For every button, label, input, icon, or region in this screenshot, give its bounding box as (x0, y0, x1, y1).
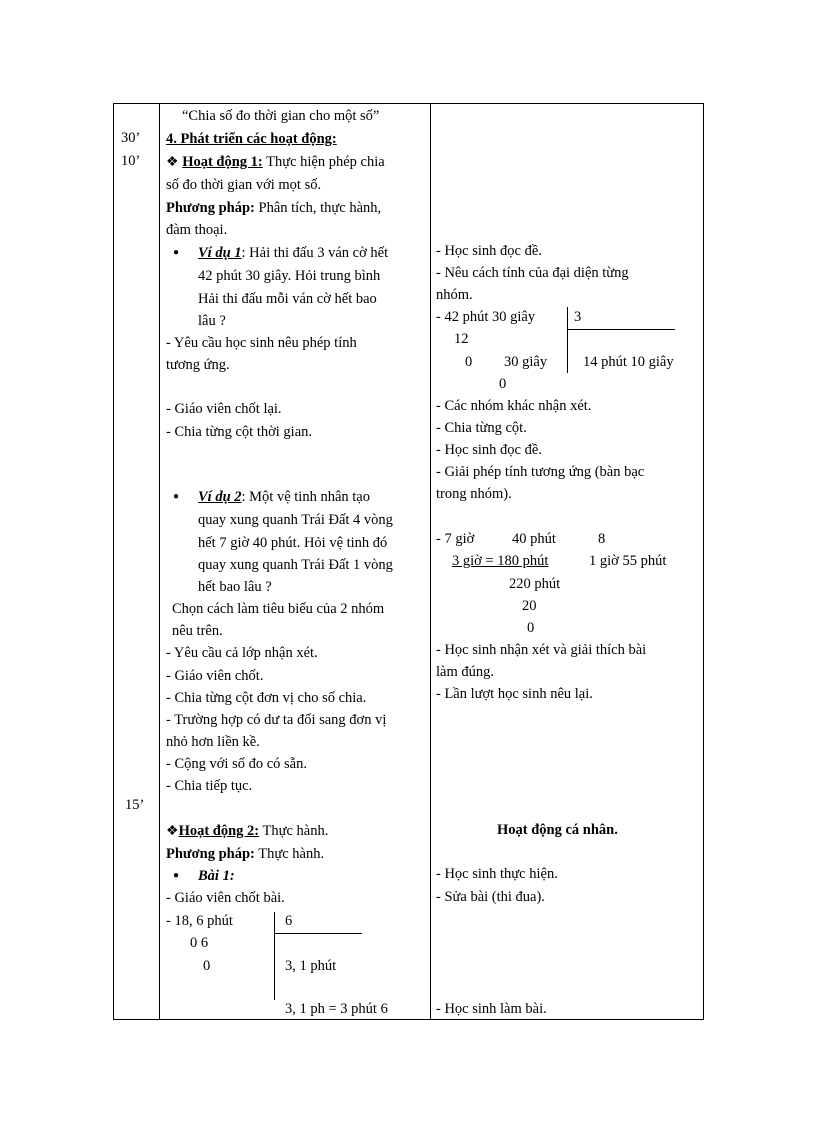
students-repeat: - Lần lượt học sinh nêu lại. (436, 686, 593, 702)
calc-1-step-1: 12 (454, 331, 469, 347)
class-review: - Yêu cầu cả lớp nhận xét. (166, 645, 318, 661)
example-2-line3: hết 7 giờ 40 phút. Hỏi vệ tinh đó (198, 535, 388, 551)
table-border-top (113, 103, 704, 104)
divide-units: - Chia từng cột đơn vị cho số chia. (166, 690, 367, 706)
activity-2-label: Hoạt động 2: (178, 823, 260, 839)
division-dividend: - 18, 6 phút (166, 913, 233, 929)
division-quotient: 3, 1 phút (285, 958, 337, 974)
calc-2-minutes: 40 phút (512, 531, 556, 547)
calc-2-quotient: 1 giờ 55 phút (589, 553, 667, 569)
activity-1-text: Thực hiện phép chia (262, 154, 385, 170)
choose-method-line2: nêu trên. (172, 623, 223, 639)
method-2 (166, 845, 324, 863)
activity-1-label: Hoạt động 1: (182, 154, 263, 170)
student-review-line1: - Học sinh nhận xét và giải thích bài (436, 642, 647, 658)
method-1-line2: đàm thoại. (166, 222, 228, 238)
calc-1-horizontal-bar (567, 329, 675, 330)
bullet-dot-icon: ● (173, 247, 180, 258)
division-result: 3, 1 ph = 3 phút 6 (285, 1001, 388, 1017)
method-1-label: Phương pháp: (166, 200, 255, 216)
activity-2-text: Thực hành. (259, 823, 329, 839)
method-1-text: Phân tích, thực hành, (254, 200, 382, 216)
exercise-1-label: Bài 1: (198, 868, 235, 884)
table-divider-1 (159, 103, 160, 1020)
lesson-subtitle: “Chia số đo thời gian cho một số” (182, 108, 380, 124)
calc-1-step-2a: 0 (465, 354, 473, 370)
activity-1-line2: số đo thời gian với mọt số. (166, 177, 322, 193)
calc-2-convert: 3 giờ = 180 phút (452, 553, 549, 569)
division-divisor: 6 (285, 913, 293, 929)
calc-2-remainder-2: 0 (527, 620, 535, 636)
example-1-label: Ví dụ 1 (198, 245, 242, 261)
table-border-bottom (113, 1019, 704, 1020)
teacher-conclude-exercise: - Giáo viên chốt bài. (166, 890, 285, 906)
teacher-conclude-2: - Giáo viên chốt. (166, 668, 264, 684)
example-1-line1 (198, 244, 388, 262)
correct-exercise: - Sửa bài (thi đua). (436, 889, 545, 905)
teacher-conclude-1: - Giáo viên chốt lại. (166, 401, 282, 417)
student-read-problem: - Học sinh đọc đề. (436, 243, 542, 259)
diamond-bullet-icon: ❖ (166, 155, 179, 170)
students-practice: - Học sinh thực hiện. (436, 866, 558, 882)
example-1-line2: 42 phút 30 giây. Hỏi trung bình (198, 268, 381, 284)
example-1-text: : Hải thi đấu 3 ván cờ hết (241, 245, 389, 261)
choose-method-line1: Chọn cách làm tiêu biểu của 2 nhóm (172, 601, 385, 617)
example-2-line2: quay xung quanh Trái Đất 4 vòng (198, 512, 393, 528)
request-1-line2: tương ứng. (166, 357, 230, 373)
calc-2-remainder-1: 20 (522, 598, 537, 614)
method-2-text: Thực hành. (254, 846, 325, 862)
activity-2-heading (166, 822, 328, 841)
division-horizontal-bar (274, 933, 362, 934)
time-10: 10’ (121, 153, 141, 169)
groups-review: - Các nhóm khác nhận xét. (436, 398, 592, 414)
section-4-heading: 4. Phát triển các hoạt động: (166, 131, 337, 147)
individual-activity-heading: Hoạt động cá nhân. (497, 822, 618, 838)
calc-1-vertical-bar (567, 307, 568, 373)
table-divider-2 (430, 103, 431, 1020)
method-2-label: Phương pháp: (166, 846, 255, 862)
solve-line1: - Giải phép tính tương ứng (bàn bạc (436, 464, 645, 480)
solve-line2: trong nhóm). (436, 486, 512, 502)
students-do-exercise: - Học sinh làm bài. (436, 1001, 547, 1017)
method-1 (166, 199, 381, 217)
time-15: 15’ (125, 797, 145, 813)
explain-method-line1: - Nêu cách tính của đại diện từng (436, 265, 629, 281)
table-border-left (113, 103, 114, 1020)
divide-columns-2: - Chia từng cột. (436, 420, 527, 436)
calc-2-divisor: 8 (598, 531, 606, 547)
student-review-line2: làm đúng. (436, 664, 494, 680)
example-1-line4: lâu ? (198, 313, 226, 329)
remainder-case-line2: nhỏ hơn liền kề. (166, 734, 260, 750)
example-2-label: Ví dụ 2 (198, 489, 242, 505)
request-1-line1: - Yêu cầu học sinh nêu phép tính (166, 335, 357, 351)
calc-2-total: 220 phút (509, 576, 561, 592)
division-step-1: 0 6 (190, 935, 209, 951)
calc-1-step-3: 0 (499, 376, 507, 392)
diamond-bullet-icon: ❖ (166, 824, 179, 839)
continue-divide: - Chia tiếp tục. (166, 778, 253, 794)
remainder-case-line1: - Trường hợp có dư ta đổi sang đơn vị (166, 712, 387, 728)
calc-1-step-2b: 30 giây (504, 354, 548, 370)
example-2-text: : Một vệ tinh nhân tạo (241, 489, 370, 505)
time-30: 30’ (121, 130, 141, 146)
example-2-line1 (198, 488, 370, 506)
calc-1-dividend: - 42 phút 30 giây (436, 309, 536, 325)
example-2-line4: quay xung quanh Trái Đất 1 vòng (198, 557, 393, 573)
calc-1-divisor: 3 (574, 309, 582, 325)
student-read-problem-2: - Học sinh đọc đề. (436, 442, 542, 458)
calc-2-hours: - 7 giờ (436, 531, 475, 547)
division-step-2: 0 (203, 958, 211, 974)
explain-method-line2: nhóm. (436, 287, 473, 303)
divide-columns-1: - Chia từng cột thời gian. (166, 424, 313, 440)
example-2-line5: hết bao lâu ? (198, 579, 272, 595)
bullet-dot-icon: ● (173, 491, 180, 502)
calc-1-quotient: 14 phút 10 giây (583, 354, 674, 370)
division-vertical-bar (274, 912, 275, 1000)
example-1-line3: Hải thi đấu mỗi ván cờ hết bao (198, 291, 377, 307)
activity-1-heading (166, 153, 385, 172)
add-existing: - Cộng với số đo có sẵn. (166, 756, 307, 772)
bullet-dot-icon: ● (173, 870, 180, 881)
table-border-right (703, 103, 704, 1020)
